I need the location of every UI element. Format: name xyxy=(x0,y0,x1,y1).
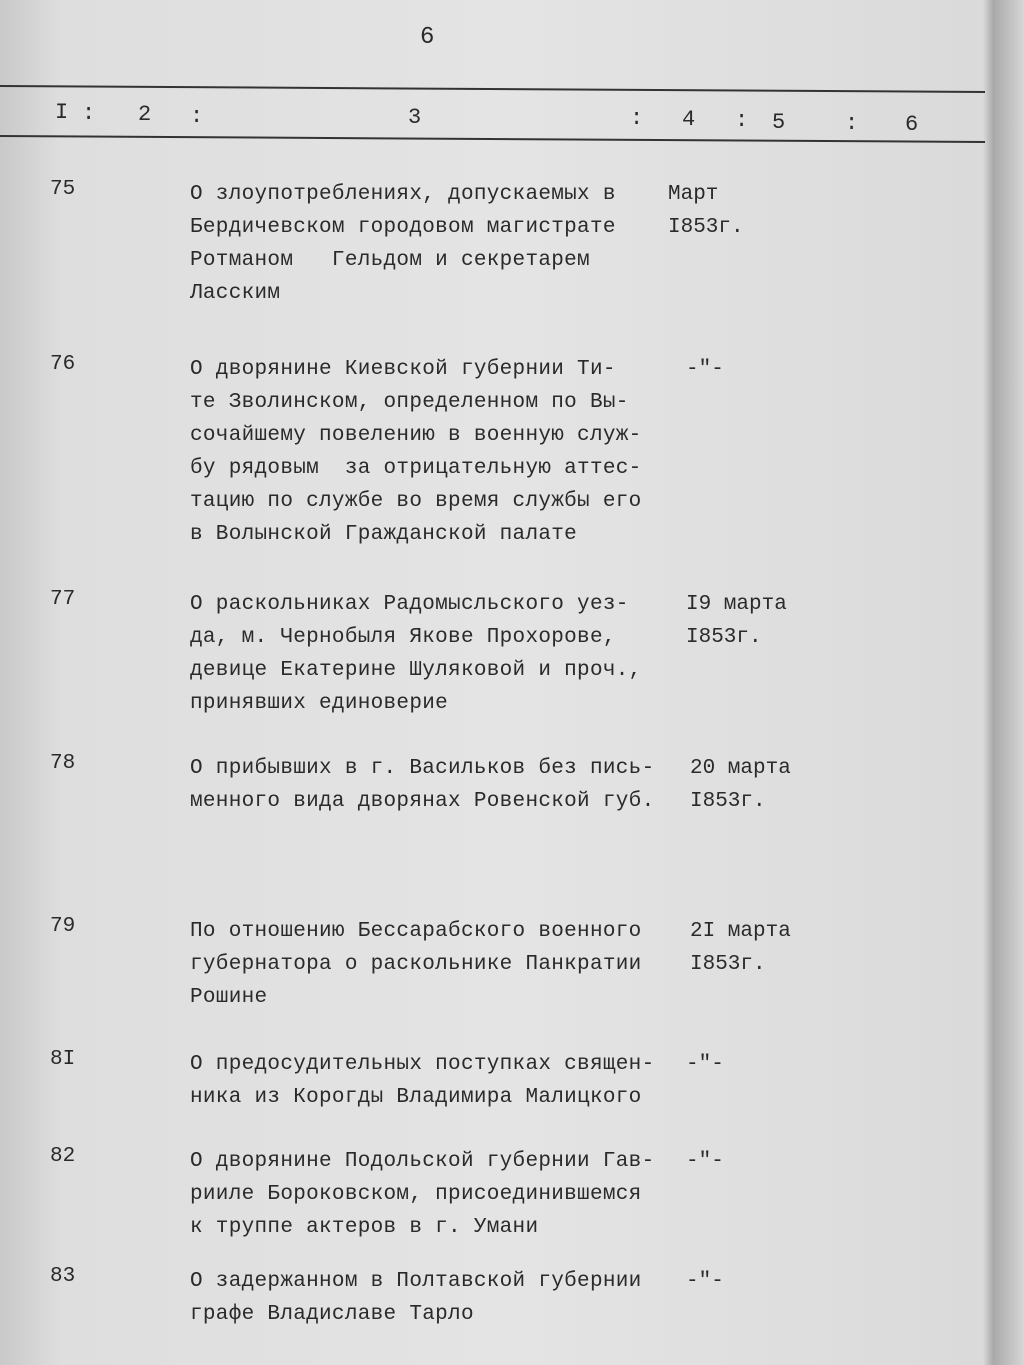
entry-number: 79 xyxy=(50,915,76,938)
column-separator: : xyxy=(845,110,859,136)
header-bottom-rule xyxy=(0,135,985,143)
entry-number: 83 xyxy=(50,1265,76,1288)
header-top-rule xyxy=(0,85,985,93)
description-line: О дворянине Подольской губернии Гав- xyxy=(190,1150,655,1173)
description-line: девице Екатерине Шуляковой и проч., xyxy=(190,659,642,682)
description-line: По отношению Бессарабского военного xyxy=(190,920,642,943)
entry-number: 77 xyxy=(50,588,76,611)
description-line: менного вида дворянах Ровенской губ. xyxy=(190,790,655,813)
column-separator: : xyxy=(190,103,204,129)
description-line: О прибывших в г. Васильков без пись- xyxy=(190,757,655,780)
description-line: принявших единоверие xyxy=(190,692,449,715)
description-line: графе Владиславе Тарло xyxy=(190,1303,474,1326)
entry-description xyxy=(190,588,642,720)
column-header: 4 xyxy=(682,107,696,133)
column-header: 6 xyxy=(905,112,919,137)
entry-description xyxy=(190,353,642,551)
description-line: сочайшему повелению в военную служ- xyxy=(190,424,642,447)
entry-description xyxy=(190,752,654,818)
entry-date xyxy=(686,353,724,386)
entry-date xyxy=(690,915,791,981)
description-line: к труппе актеров в г. Умани xyxy=(190,1216,539,1239)
entry-description xyxy=(190,1145,654,1244)
date-line: 20 марта xyxy=(690,757,791,780)
column-header: I xyxy=(55,100,69,125)
date-line: -"- xyxy=(686,1150,724,1173)
description-line: тацию по службе во время службы его xyxy=(190,490,642,513)
description-line: Бердичевском городовом магистрате xyxy=(190,216,616,239)
description-line: те Зволинском, определенном по Вы- xyxy=(190,391,629,414)
entry-number: 8I xyxy=(50,1048,76,1071)
date-line: I853г. xyxy=(690,790,766,813)
entry-description xyxy=(190,1265,642,1331)
entry-date xyxy=(668,178,744,244)
date-line: I853г. xyxy=(690,953,766,976)
entry-date xyxy=(686,1145,724,1178)
description-line: Ротманом Гельдом и секретарем xyxy=(190,249,590,272)
column-separator: : xyxy=(82,101,96,127)
column-separator: : xyxy=(630,106,644,131)
description-line: губернатора о раскольнике Панкратии xyxy=(190,953,642,976)
date-line: I9 марта xyxy=(686,593,787,616)
date-line: I853г. xyxy=(668,216,744,239)
description-line: рииле Бороковском, присоединившемся xyxy=(190,1183,642,1206)
entry-date xyxy=(686,1265,724,1298)
date-line: -"- xyxy=(686,358,724,381)
column-header: 3 xyxy=(408,104,422,130)
description-line: да, м. Чернобыля Якове Прохорове, xyxy=(190,626,616,649)
description-line: бу рядовым за отрицательную аттес- xyxy=(190,457,642,480)
column-header: 2 xyxy=(138,102,152,128)
description-line: О злоупотреблениях, допускаемых в xyxy=(190,183,616,206)
description-line: О предосудительных поступках священ- xyxy=(190,1053,655,1076)
entry-description xyxy=(190,178,616,310)
entry-number: 75 xyxy=(50,178,76,201)
description-line: О раскольниках Радомысльского уез- xyxy=(190,593,629,616)
description-line: Ласским xyxy=(190,282,281,305)
date-line: Март xyxy=(668,183,719,206)
entry-number: 78 xyxy=(50,752,76,775)
column-separator: : xyxy=(735,108,749,134)
page-number: 6 xyxy=(420,24,435,51)
entry-number: 82 xyxy=(50,1145,76,1168)
description-line: О задержанном в Полтавской губернии xyxy=(190,1270,642,1293)
entry-number: 76 xyxy=(50,353,76,376)
description-line: Рошине xyxy=(190,986,268,1009)
entry-date xyxy=(690,752,791,818)
date-line: 2I марта xyxy=(690,920,791,943)
date-line: -"- xyxy=(686,1270,724,1293)
entry-date xyxy=(686,1048,724,1081)
entry-description xyxy=(190,1048,654,1114)
entry-date xyxy=(686,588,787,654)
description-line: ника из Корогды Владимира Малицкого xyxy=(190,1086,642,1109)
column-header: 5 xyxy=(772,109,786,135)
description-line: О дворянине Киевской губернии Ти- xyxy=(190,358,616,381)
date-line: -"- xyxy=(686,1053,724,1076)
entry-description xyxy=(190,915,642,1014)
date-line: I853г. xyxy=(686,626,762,649)
description-line: в Волынской Гражданской палате xyxy=(190,523,578,546)
